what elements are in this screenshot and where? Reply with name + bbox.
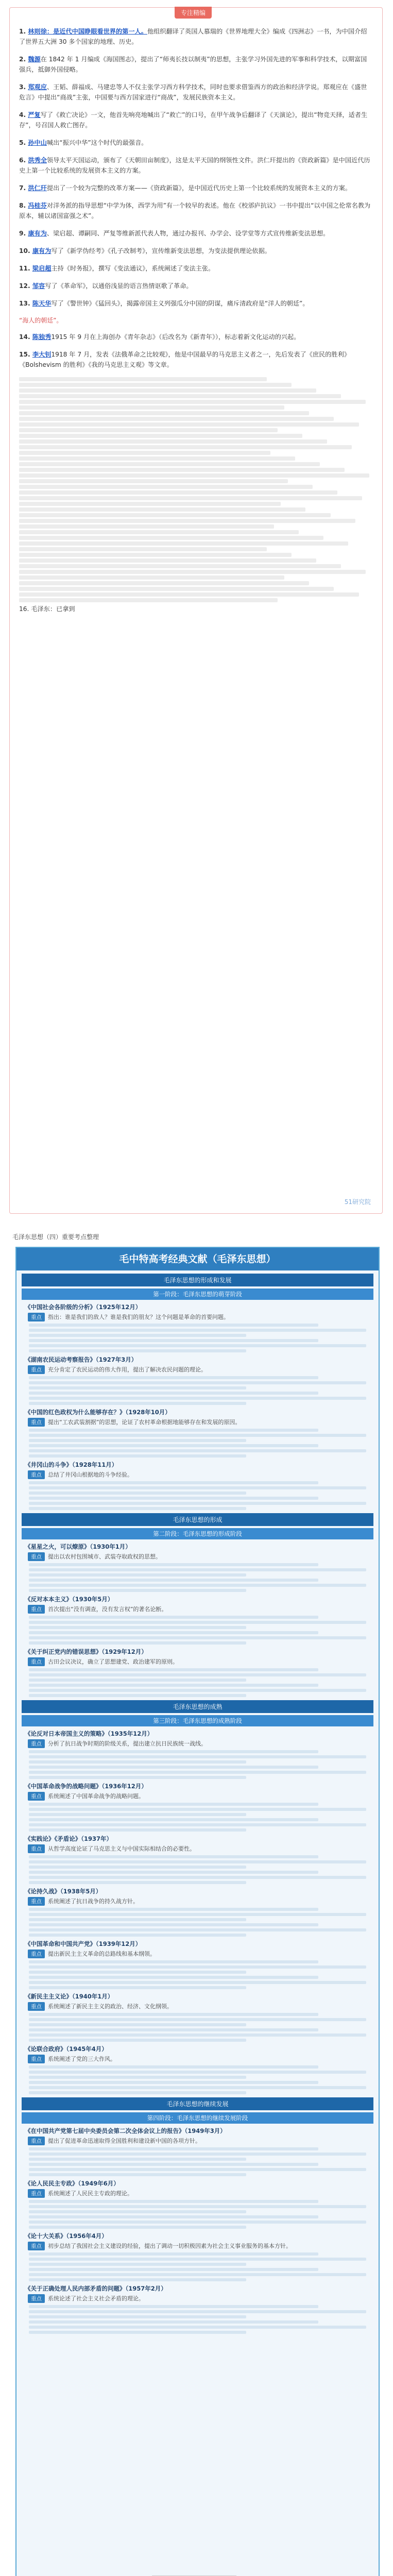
outline-text-filler bbox=[29, 2215, 318, 2218]
outline-line-text: 古田会议决议，确立了思想建党、政治建军的原则。 bbox=[48, 1658, 178, 1665]
outline-text-filler bbox=[29, 2028, 318, 2031]
note-item bbox=[19, 26, 373, 47]
note-lead: 李大钊 bbox=[32, 351, 52, 358]
outline-text-filler bbox=[29, 1454, 246, 1458]
outline-item-line bbox=[28, 2294, 367, 2303]
outline-line-text: 提出“工农武装割据”的思想，论证了农村革命根据地能够存在和发展的原因。 bbox=[48, 1419, 241, 1426]
outline-text-filler bbox=[29, 2310, 366, 2313]
notes-list bbox=[19, 26, 373, 621]
outline-badge: 重点 bbox=[28, 2002, 45, 2011]
notes-tag: 专注精编 bbox=[175, 7, 212, 19]
outline-text-filler bbox=[29, 1871, 318, 1874]
outline-line-text: 提出了促进革命迅速取得全国胜利和建设新中国的各项方针。 bbox=[48, 2138, 201, 2144]
outline-line-text: 系统论述了社会主义社会矛盾的理论。 bbox=[48, 2295, 144, 2302]
outline-text-filler bbox=[29, 1621, 366, 1624]
note-number: 10. bbox=[19, 247, 32, 255]
outline-text-filler bbox=[29, 2173, 246, 2176]
outline-text-filler bbox=[29, 1823, 366, 1826]
outline-text-filler bbox=[29, 2263, 246, 2266]
text-line-filler bbox=[19, 513, 331, 517]
outline-text-filler bbox=[29, 2023, 246, 2026]
note-text: 1915 年 9 月在上海创办《青年杂志》（后改名为《新青年》），标志着新文化运动的兴起。 bbox=[51, 333, 300, 341]
outline-line-text: 系统阐述了抗日战争的持久战方针。 bbox=[48, 1898, 139, 1905]
outline-text-filler bbox=[29, 1502, 366, 1505]
text-line-filler bbox=[19, 428, 278, 432]
outline-item-title: 《星星之火，可以燎原》（1930年1月） bbox=[25, 1543, 131, 1550]
outline-text-filler bbox=[29, 1497, 318, 1500]
text-line-filler bbox=[19, 598, 278, 602]
note-number: 7. bbox=[19, 184, 28, 192]
text-line-filler bbox=[19, 581, 309, 585]
outline-text-filler bbox=[29, 1402, 246, 1405]
outline-text-filler bbox=[29, 1866, 246, 1869]
outline-text-filler bbox=[29, 1668, 318, 1671]
outline-text-filler bbox=[29, 2018, 366, 2021]
outline-text-filler bbox=[29, 2226, 246, 2229]
outline-text-filler bbox=[29, 1808, 366, 1811]
outline-text-filler bbox=[29, 1324, 318, 1327]
note-lead: 康有为 bbox=[32, 247, 52, 255]
text-line-filler bbox=[19, 564, 341, 568]
outline-chapter: 毛泽东思想的形成和发展 bbox=[22, 1274, 373, 1286]
outline-text-filler bbox=[29, 2278, 246, 2281]
outline-text-filler bbox=[29, 1818, 318, 1821]
outline-title: 毛中特高考经典文献（毛泽东思想） bbox=[16, 1248, 379, 1270]
note-number: 8. bbox=[19, 202, 28, 209]
note-number: 11. bbox=[19, 265, 32, 272]
text-line-filler bbox=[19, 519, 355, 523]
note-text: 喊出“振兴中华”这个时代的最强音。 bbox=[46, 139, 148, 146]
outline-badge: 重点 bbox=[28, 1470, 45, 1479]
outline-badge: 重点 bbox=[28, 2055, 45, 2063]
outline-text-filler bbox=[29, 2013, 318, 2016]
note-item bbox=[19, 349, 373, 370]
text-line-filler bbox=[19, 434, 302, 438]
outline-text-filler bbox=[29, 2039, 246, 2042]
outline-text-filler bbox=[29, 1486, 366, 1489]
note-number: 14. bbox=[19, 333, 32, 341]
outline-text-filler bbox=[29, 1381, 366, 1384]
outline-text-filler bbox=[29, 1641, 246, 1645]
outline-badge: 重点 bbox=[28, 2242, 45, 2250]
outline-text-filler bbox=[29, 2200, 318, 2203]
note-item bbox=[19, 332, 373, 342]
outline-text-filler bbox=[29, 2065, 318, 2069]
text-line-filler bbox=[19, 507, 305, 512]
outline-line-text: 系统阐述了中国革命战争的战略问题。 bbox=[48, 1793, 144, 1800]
outline-text-filler bbox=[29, 2147, 318, 2150]
outline-text-filler bbox=[29, 1971, 246, 1974]
outline-text-filler bbox=[29, 1568, 366, 1571]
outline-text-filler bbox=[29, 1860, 366, 1863]
text-line-filler bbox=[19, 462, 320, 466]
outline-text-filler bbox=[29, 1636, 366, 1639]
outline-item-title: 《反对本本主义》（1930年5月） bbox=[25, 1596, 114, 1603]
outline-text-filler bbox=[29, 1584, 366, 1587]
outline-item-title: 《新民主主义论》（1940年1月） bbox=[25, 1993, 114, 2000]
text-line-filler bbox=[19, 530, 299, 534]
outline-badge: 重点 bbox=[28, 1313, 45, 1321]
outline-text-filler bbox=[29, 1507, 246, 1510]
outline-text-filler bbox=[29, 1776, 246, 1779]
text-line-filler bbox=[19, 485, 313, 489]
outline-item-title: 《中国革命战争的战略问题》（1936年12月） bbox=[25, 1783, 147, 1790]
note-item bbox=[19, 246, 373, 256]
outline-item-title: 《在中国共产党第七届中央委员会第二次全体会议上的报告》（1949年3月） bbox=[25, 2127, 226, 2134]
note-number: 5. bbox=[19, 139, 28, 146]
outline-item-line bbox=[28, 1365, 367, 1374]
outline-badge: 重点 bbox=[28, 2189, 45, 2198]
outline-text-filler bbox=[29, 2076, 246, 2079]
outline-line-text: 首次提出“没有调查，没有发言权”的著名论断。 bbox=[48, 1606, 167, 1613]
note-lead: 孙中山 bbox=[28, 139, 47, 146]
outline-text-filler bbox=[29, 1689, 366, 1692]
note-item bbox=[19, 298, 373, 309]
text-line-filler bbox=[19, 524, 274, 529]
outline-item-title: 《论联合政府》（1945年4月） bbox=[25, 2045, 108, 2053]
outline-item-title: 《关于正确处理人民内部矛盾的问题》（1957年2月） bbox=[25, 2285, 167, 2292]
outline-text-filler bbox=[29, 1965, 366, 1969]
outline-text-filler bbox=[29, 1626, 246, 1629]
outline-item-line bbox=[28, 2002, 367, 2011]
note-item bbox=[19, 263, 373, 274]
outline-text-filler bbox=[29, 1803, 318, 1806]
note-item bbox=[19, 155, 373, 176]
outline-text-filler bbox=[29, 1684, 318, 1687]
outline-text-filler bbox=[29, 1934, 246, 1937]
note-text: 他组织翻译了英国人慕瑞的《世界地理大全》编成《四洲志》一书，为中国介绍了世界五大洲 30 多个国家的地理、历史。 bbox=[19, 28, 367, 45]
note-lead: 魏源 bbox=[28, 56, 41, 63]
outline-text-filler bbox=[29, 2326, 366, 2329]
note-text: 1918 年 7 月，发表《法俄革命之比较观》，他是中国最早的马克思主义者之一，先后发表了《庶民的胜利》《Bolshevism 的胜利》《我的马克思主义观》等文章。 bbox=[19, 351, 350, 368]
outline-item-title: 《中国革命和中国共产党》（1939年12月） bbox=[25, 1940, 142, 1947]
note-number: 15. bbox=[19, 351, 32, 358]
note-item bbox=[19, 183, 373, 193]
outline-line-text: 系统阐述了人民民主专政的理论。 bbox=[48, 2190, 133, 2197]
outline-item-line bbox=[28, 1313, 367, 1321]
outline-item-line bbox=[28, 1950, 367, 1958]
note-lead: 邹容 bbox=[32, 282, 45, 290]
text-line-filler bbox=[19, 502, 281, 506]
note-lead: 康有为 bbox=[28, 230, 47, 237]
outline-text-filler bbox=[29, 2153, 366, 2156]
note-number: 13. bbox=[19, 300, 32, 307]
outline-text-filler bbox=[29, 1828, 246, 1832]
text-line-filler bbox=[19, 547, 267, 551]
text-line-filler bbox=[19, 456, 295, 461]
text-line-filler bbox=[19, 422, 359, 427]
outline-text-filler bbox=[29, 1960, 318, 1963]
note-text: 提出了一个较为完整的改革方案——《资政新篇》，是中国近代历史上第一个比较系统的发展资本主义的方案。 bbox=[46, 184, 352, 192]
note-number: 2. bbox=[19, 56, 28, 63]
outline-subchapter: 第四阶段：毛泽东思想的继续发展阶段 bbox=[22, 2112, 373, 2124]
note-text: 写了《新学伪经考》《孔子改制考》，宣传维新变法思想，为变法提供理论依据。 bbox=[51, 247, 271, 255]
outline-item-line bbox=[28, 1605, 367, 1614]
outline-item-line bbox=[28, 1897, 367, 1906]
outline-text-filler bbox=[29, 2331, 246, 2334]
outline-text-filler bbox=[29, 2033, 366, 2037]
outline-text-filler bbox=[29, 1492, 246, 1495]
outline-text-filler bbox=[29, 2091, 246, 2094]
note-quote: “海人的朝廷”。 bbox=[19, 317, 63, 324]
outline-text-filler bbox=[29, 1429, 318, 1432]
text-line-filler bbox=[19, 473, 369, 478]
outline-chapter: 毛泽东思想的成熟 bbox=[22, 1700, 373, 1713]
text-line-filler bbox=[19, 445, 352, 449]
outline-panel bbox=[15, 1247, 380, 2576]
outline-line-text: 充分肯定了农民运动的伟大作用，提出了解决农民问题的理论。 bbox=[48, 1366, 207, 1373]
outline-text-filler bbox=[29, 2221, 366, 2224]
outline-text-filler bbox=[29, 2315, 246, 2318]
outline-line-text: 系统阐述了党的三大作风。 bbox=[48, 2056, 116, 2062]
outline-subchapter: 第二阶段：毛泽东思想的形成阶段 bbox=[22, 1528, 373, 1539]
outline-badge: 重点 bbox=[28, 1950, 45, 1958]
outline-text-filler bbox=[29, 1881, 246, 1884]
outline-line-text: 指出：谁是我们的敌人？谁是我们的朋友？这个问题是革命的首要问题。 bbox=[48, 1314, 229, 1320]
text-line-filler bbox=[19, 553, 292, 557]
note-lead: 陈天华 bbox=[32, 300, 52, 307]
outline-text-filler bbox=[29, 1771, 366, 1774]
outline-item-title: 《论反对日本帝国主义的策略》（1935年12月） bbox=[25, 1730, 153, 1737]
note-text: 写了《救亡决论》一文，他首先响亮地喊出了“救亡”的口号，在甲午战争后翻译了《天演论》，提出“物竞天择，适者生存”，号召国人救亡图存。 bbox=[19, 111, 368, 129]
outline-item-title: 《中国社会各阶级的分析》（1925年12月） bbox=[25, 1303, 142, 1311]
text-line-filler bbox=[19, 468, 345, 472]
outline-item-title: 《湖南农民运动考察报告》（1927年3月） bbox=[25, 1356, 138, 1363]
outline-text-filler bbox=[29, 1339, 318, 1342]
outline-badge: 重点 bbox=[28, 2137, 45, 2145]
outline-text-filler bbox=[29, 2168, 366, 2171]
outline-text-filler bbox=[29, 2268, 318, 2271]
outline-text-filler bbox=[29, 1976, 318, 1979]
text-line-filler bbox=[19, 541, 348, 546]
outline-chapter: 毛泽东思想的继续发展 bbox=[22, 2097, 373, 2110]
outline-text-filler bbox=[29, 2158, 246, 2161]
note-number: 3. bbox=[19, 83, 28, 91]
text-line-filler bbox=[19, 405, 284, 410]
outline-text-filler bbox=[29, 1589, 246, 1592]
outline-text-filler bbox=[29, 1563, 318, 1566]
outline-text-filler bbox=[29, 2252, 318, 2256]
text-line-filler bbox=[19, 479, 288, 483]
note-number: 1. bbox=[19, 28, 28, 35]
outline-text-filler bbox=[29, 1573, 246, 1577]
outline-item-title: 《论十大关系》（1956年4月） bbox=[25, 2232, 108, 2240]
outline-text-filler bbox=[29, 2071, 366, 2074]
outline-badge: 重点 bbox=[28, 1605, 45, 1614]
outline-text-filler bbox=[29, 1329, 366, 1332]
text-line-filler bbox=[19, 400, 366, 404]
outline-text-filler bbox=[29, 2210, 246, 2213]
outline-text-filler bbox=[29, 2320, 318, 2324]
text-line-filler bbox=[19, 558, 316, 563]
text-line-filler bbox=[19, 592, 359, 597]
note-lead: 洪秀全 bbox=[28, 157, 47, 164]
outline-text-filler bbox=[29, 1755, 366, 1758]
outline-line-text: 系统阐述了新民主主义的政治、经济、文化纲领。 bbox=[48, 2003, 173, 2010]
outline-text-filler bbox=[29, 1481, 318, 1484]
outline-text-filler bbox=[29, 1913, 366, 1916]
outline-text-filler bbox=[29, 1349, 246, 1352]
note-item bbox=[19, 54, 373, 75]
outline-text-filler bbox=[29, 1344, 366, 1347]
outline-text-filler bbox=[29, 1766, 318, 1769]
summary-intro: 毛泽东思想（四）重要考点整理 bbox=[12, 1233, 99, 1241]
outline-text-filler bbox=[29, 1579, 318, 1582]
outline-text-filler bbox=[29, 1397, 366, 1400]
outline-text-filler bbox=[29, 1631, 318, 1634]
text-line-filler bbox=[19, 570, 366, 574]
outline-text-filler bbox=[29, 1694, 246, 1697]
outline-chapter: 毛泽东思想的形成 bbox=[22, 1513, 373, 1526]
outline-badge: 重点 bbox=[28, 1792, 45, 1801]
outline-text-filler bbox=[29, 2258, 366, 2261]
outline-text-filler bbox=[29, 2305, 318, 2308]
outline-item-line bbox=[28, 1739, 367, 1748]
outline-line-text: 总结了井冈山根据地的斗争经验。 bbox=[48, 1471, 133, 1478]
notes-card bbox=[9, 7, 383, 1214]
outline-text-filler bbox=[29, 1928, 366, 1931]
outline-text-filler bbox=[29, 1923, 318, 1926]
outline-text-filler bbox=[29, 2205, 366, 2208]
outline-text-filler bbox=[29, 2273, 366, 2276]
outline-text-filler bbox=[29, 1444, 318, 1447]
note-text: 、王韬、薛福成、马建忠等人不仅主张学习西方科学技术，同时也要求借鉴西方的政治和经济学说。郑观应在《盛世危言》中提出“商战”主张，中国要与西方国家进行“商战”，发展民族资本主义。 bbox=[19, 83, 367, 101]
note-number: 9. bbox=[19, 230, 28, 237]
outline-item-line bbox=[28, 1844, 367, 1853]
note-text: 主持《时务报》，撰写《变法通议》，系统阐述了变法主张。 bbox=[51, 265, 215, 272]
outline-badge: 重点 bbox=[28, 1844, 45, 1853]
outline-item-line bbox=[28, 2189, 367, 2198]
text-line-filler bbox=[19, 394, 341, 398]
note-number: 4. bbox=[19, 111, 28, 118]
outline-item-line bbox=[28, 1418, 367, 1427]
outline-item-title: 《论人民民主专政》（1949年6月） bbox=[25, 2180, 119, 2187]
note-number: 12. bbox=[19, 282, 32, 290]
text-line-filler bbox=[19, 383, 292, 387]
outline-text-filler bbox=[29, 1918, 246, 1921]
outline-badge: 重点 bbox=[28, 1897, 45, 1906]
note-lead: 林则徐：是近代中国睁眼看世界的第一人。 bbox=[28, 28, 147, 35]
outline-line-text: 提出以农村包围城市、武装夺取政权的思想。 bbox=[48, 1553, 161, 1560]
outline-item-line bbox=[28, 1657, 367, 1666]
outline-text-filler bbox=[29, 2163, 318, 2166]
text-line-filler bbox=[19, 536, 323, 540]
note-item bbox=[19, 110, 373, 130]
note-text: 领导太平天国运动，颁布了《天朝田亩制度》，这是太平天国的纲领性文件。洪仁玕提出的《资政新篇》是中国近代历史上第一个比较系统的发展资本主义的方案。 bbox=[19, 157, 370, 174]
text-line-filler bbox=[19, 496, 362, 500]
outline-text-filler bbox=[29, 1449, 366, 1452]
note-lead: 严复 bbox=[28, 111, 41, 118]
text-line-filler bbox=[19, 377, 267, 381]
outline-item-line bbox=[28, 1792, 367, 1801]
outline-item-title: 《井冈山的斗争》（1928年11月） bbox=[25, 1461, 118, 1468]
outline-text-filler bbox=[29, 1386, 246, 1389]
note-text: 写了《革命军》，以通俗浅显的语言热情讴歌了革命。 bbox=[45, 282, 193, 290]
text-line-filler bbox=[19, 417, 334, 421]
outline-line-text: 提出新民主主义革命的总路线和基本纲领。 bbox=[48, 1951, 156, 1957]
text-line-filler bbox=[19, 587, 334, 591]
outline-line-text: 从哲学高度论证了马克思主义与中国实际相结合的必要性。 bbox=[48, 1845, 195, 1852]
text-line-filler bbox=[19, 411, 309, 415]
note-text: 在 1842 年 1 月编成《海国图志》，提出了“师夷长技以制夷”的思想，主张学习外国先进的军事和科学技术，以期富国强兵，抵御外国侵略。 bbox=[19, 56, 367, 73]
text-line-filler bbox=[19, 575, 284, 580]
outline-item-title: 《关于纠正党内的错误思想》（1929年12月） bbox=[25, 1648, 147, 1655]
outline-item-line bbox=[28, 1470, 367, 1479]
outline-text-filler bbox=[29, 1876, 366, 1879]
outline-item-line bbox=[28, 2242, 367, 2250]
outline-item-title: 《实践论》《矛盾论》（1937年） bbox=[25, 1835, 113, 1842]
outline-text-filler bbox=[29, 2081, 318, 2084]
outline-text-filler bbox=[29, 1750, 318, 1753]
note-item bbox=[19, 138, 373, 148]
note-lead: 陈独秀 bbox=[32, 333, 52, 341]
note-text: 写了《警世钟》《猛回头》，揭露帝国主义列强瓜分中国的阴谋，痛斥清政府是“洋人的朝廷”。 bbox=[51, 300, 309, 307]
outline-text-filler bbox=[29, 1986, 246, 1989]
note-lead: 洪仁玕 bbox=[28, 184, 47, 192]
outline-text-filler bbox=[29, 1855, 318, 1858]
outline-text-filler bbox=[29, 1439, 246, 1442]
note-item bbox=[19, 200, 373, 221]
note-item bbox=[19, 281, 373, 291]
outline-text-filler bbox=[29, 1434, 366, 1437]
outline-item-line bbox=[28, 2137, 367, 2145]
outline-badge: 重点 bbox=[28, 1739, 45, 1748]
outline-text-filler bbox=[29, 1813, 246, 1816]
note-text: 、梁启超、谭嗣同、严复等维新派代表人物，通过办报刊、办学会、设学堂等方式宣传维新变法思想。 bbox=[46, 230, 330, 237]
outline-item-title: 《论持久战》（1938年5月） bbox=[25, 1888, 102, 1895]
outline-badge: 重点 bbox=[28, 1418, 45, 1427]
outline-text-filler bbox=[29, 1376, 318, 1379]
outline-text-filler bbox=[29, 1760, 246, 1764]
brand-watermark: 51研究院 bbox=[344, 1198, 371, 1206]
note-text: 对洋务派的指导思想“中学为体，西学为用”有一个较早的表述。他在《校邠庐抗议》一书中提出“以中国之伦常名教为原本，辅以诸国富强之术”。 bbox=[19, 202, 371, 219]
outline-item-line bbox=[28, 2055, 367, 2063]
outline-text-filler bbox=[29, 1392, 318, 1395]
outline-badge: 重点 bbox=[28, 1365, 45, 1374]
outline-badge: 重点 bbox=[28, 1552, 45, 1561]
outline-text-filler bbox=[29, 1616, 318, 1619]
outline-text-filler bbox=[29, 2086, 366, 2089]
outline-text-filler bbox=[29, 1908, 318, 1911]
outline-text-filler bbox=[29, 1334, 246, 1337]
outline-badge: 重点 bbox=[28, 2294, 45, 2303]
outline-body bbox=[16, 1274, 379, 2334]
outline-item-title: 《中国的红色政权为什么能够存在？》（1928年10月） bbox=[25, 1409, 171, 1416]
outline-line-text: 初步总结了我国社会主义建设的经验，提出了调动一切积极因素为社会主义事业服务的基本方针。 bbox=[48, 2243, 292, 2249]
outline-line-text: 分析了抗日战争时期的阶级关系，提出建立抗日民族统一战线。 bbox=[48, 1740, 207, 1747]
text-line-filler bbox=[19, 451, 270, 455]
note-lead: 冯桂芬 bbox=[28, 202, 47, 209]
note-item bbox=[19, 82, 373, 103]
outline-text-filler bbox=[29, 1679, 246, 1682]
note-sign: 16. 毛泽东：已拿到 bbox=[19, 605, 75, 613]
text-line-filler bbox=[19, 490, 337, 495]
note-item bbox=[19, 228, 373, 239]
outline-item-line bbox=[28, 1552, 367, 1561]
text-line-filler bbox=[19, 439, 327, 444]
note-lead: 郑观应 bbox=[28, 83, 47, 91]
text-line-filler bbox=[19, 388, 316, 393]
note-number: 6. bbox=[19, 157, 28, 164]
outline-badge: 重点 bbox=[28, 1657, 45, 1666]
outline-text-filler bbox=[29, 1981, 366, 1984]
outline-subchapter: 第三阶段：毛泽东思想的成熟阶段 bbox=[22, 1715, 373, 1726]
outline-subchapter: 第一阶段：毛泽东思想的萌芽阶段 bbox=[22, 1289, 373, 1300]
note-lead: 梁启超 bbox=[32, 265, 52, 272]
outline-text-filler bbox=[29, 1673, 366, 1676]
